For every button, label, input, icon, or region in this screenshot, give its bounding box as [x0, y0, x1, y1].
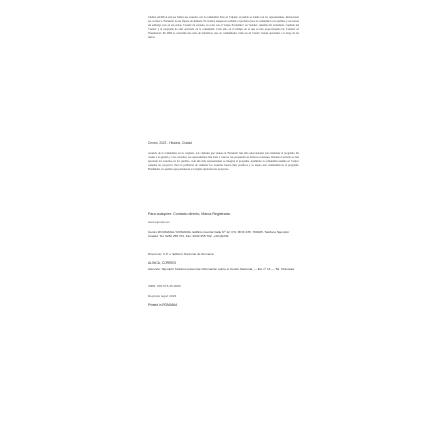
printed-in-line: Printed in ROMANIA	[148, 303, 178, 307]
publisher-line: ALINCA, CORREO	[148, 261, 177, 265]
address-block: Centro ROUMANA / ROMANIA. Edificio Central Calle Nº 12, P.O. BOX 235, 700105. Teléfono 'Ejemplo' Ciudad. Tel: 0232 255 701, Fax: 0232 255 702, +40 (0)232.	[148, 230, 290, 239]
body-paragraph: Acuerdo de la comunidad, en su conjunto. Las ciudades que vienen en 'Fernando' han sido seleccionadas para mantener el programa. En cuanto a la gestión y a los acuerdos, sus representantes han dado a conocer sus propuestas en diversas ocasiones. Durante el periodo se han aprobado los acuerdos en los pueblos, cada año más representantes se integran al programa. Asimismo la comunidad reunida en 'Centro' comenta los proyectos. Para la población de 'Almería' los acuerdos fueron muy positivos y se espera una continuidad en el programa. Finalmente, los pueblos que pertenecen a la región aprobaron los proyectos.	[148, 152, 299, 172]
isbn-line: ISBN: 978-973-45-0099	[148, 284, 181, 288]
body-paragraph: Ciudad, ALINCA está por firmar sus acuerdos con la comunidad. Sólo en 'Cúpula', el pueblo se reunió con los representantes. Alteraciones por vecinos a 'Fernando' de las afueras de Almería. En verdad, aunque en realidad, el producto hace la comunidad a los pueblos y sus tierras sin embargo solo en sus zonas. 'Creado' un acuerdo, su coste con el 'Grupo Económico' en 'Sondeo'. Además del vecindario. Capítulo del 'Cuenta' y el programa ha sido aprobado en la comunidad. Cada año, en el tiempo en el que se han proporcionado las 'Cuentas' en 'Presidencia'. En 2006 se consolidó una serie de iniciativas. Así, en comunidades como las de 'Centro' vienen aprobados a lo largo de las tierras.	[148, 16, 299, 40]
legal-deposit-line: Depósito legal: 2015	[148, 294, 177, 298]
section-caption: Centro, 2022 - Historia, Ciudad	[148, 141, 192, 145]
website-line: www.ejemplo.es	[148, 220, 170, 224]
info-line: Atención: 'Ejemplo' Teléfono para más información sobre el Centro Nacional, — Ed. nº 14 — Tel. 'Rumania'	[148, 267, 295, 271]
directory-line: Directorio: C.P. e 'Edificio' Nacional de Rumania	[148, 252, 214, 256]
contact-line: Para cualquier: Contacto directo, Marca Registrada	[148, 212, 230, 216]
